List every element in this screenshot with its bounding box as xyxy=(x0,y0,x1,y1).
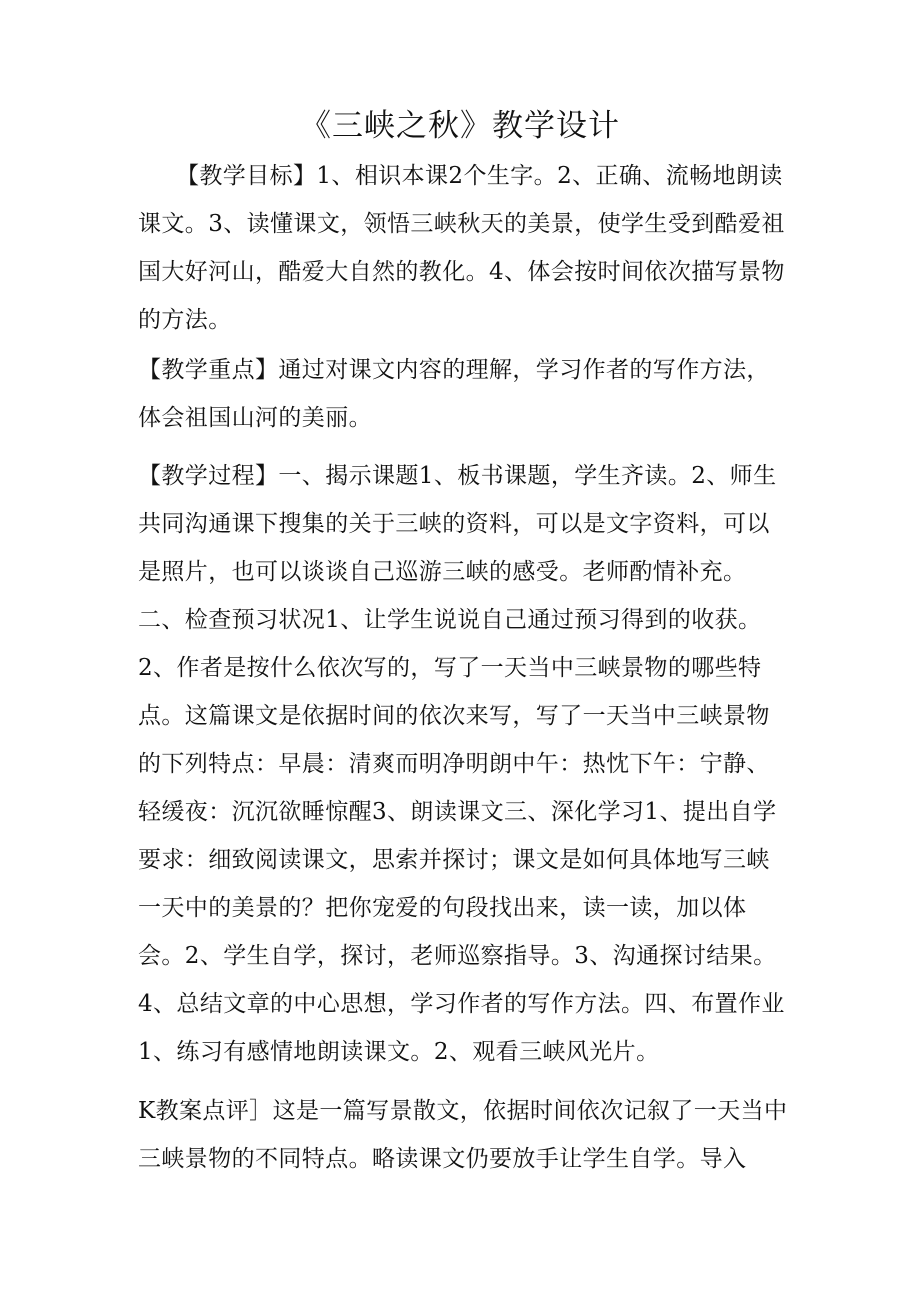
lesson-commentary-paragraph: K教案点评］这是一篇写景散文，依据时间依次记叙了一天当中三峡景物的不同特点。略读课文仍要放手让学生自学。导入 xyxy=(138,1098,788,1172)
teaching-process-paragraph: 【教学过程】一、揭示课题1、板书课题，学生齐读。2、师生共同沟通课下搜集的关于三峡的资料，可以是文字资料，可以是照片，也可以谈谈自己巡游三峡的感受。老师酌情补充。二、检查预习状况1、让学生说说自己通过预习得到的收获。2、作者是按什么依次写的，写了一天当中三峡景物的哪些特点。这篇课文是依据时间的依次来写，写了一天当中三峡景物的下列特点：早晨：清爽而明净明朗中午：热忱下午：宁静、轻缓夜：沉沉欲睡惊醒3、朗读课文三、深化学习1、提出自学要求：细致阅读课文，思索并探讨；课文是如何具体地写三峡一天中的美景的？把你宠爱的句段找出来，读一读，加以体会。2、学生自学，探讨，老师巡察指导。3、沟通探讨结果。4、总结文章的中心思想，学习作者的写作方法。四、布置作业1、练习有感情地朗读课文。2、观看三峡风光片。 xyxy=(138,463,785,1065)
key-points-line-1: 【教学重点】通过对课文内容的理解，学习作者的写作方法， xyxy=(138,357,770,383)
teaching-objectives-paragraph: 【教学目标】1、相识本课2个生字。2、正确、流畅地朗读课文。3、读懂课文，领悟三峡秋天的美景，使学生受到酷爱祖国大好河山，酷爱大自然的教化。4、体会按时间依次描写景物的方法。 xyxy=(138,163,785,333)
key-points-line-2: 体会祖国山河的美丽。 xyxy=(138,405,372,431)
document-title: 《三峡之秋》教学设计 xyxy=(300,108,620,144)
teaching-key-points-paragraph xyxy=(138,346,788,442)
